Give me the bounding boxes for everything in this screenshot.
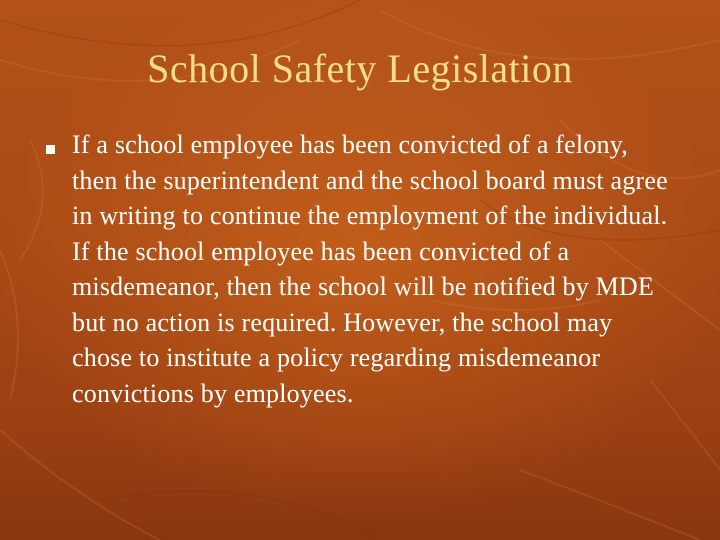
slide-title: School Safety Legislation	[147, 46, 573, 91]
bullet-text: If a school employee has been convicted of a felony, then the superintendent and the school board must agree in writing to continue the employment of the individual. If the school employee has been convicted of a misdemeanor, then the school will be notified by MDE but no action is required. However, the school may chose to institute a policy regarding misdemeanor convictions by employees.	[72, 130, 668, 408]
square-bullet-icon	[46, 145, 55, 154]
